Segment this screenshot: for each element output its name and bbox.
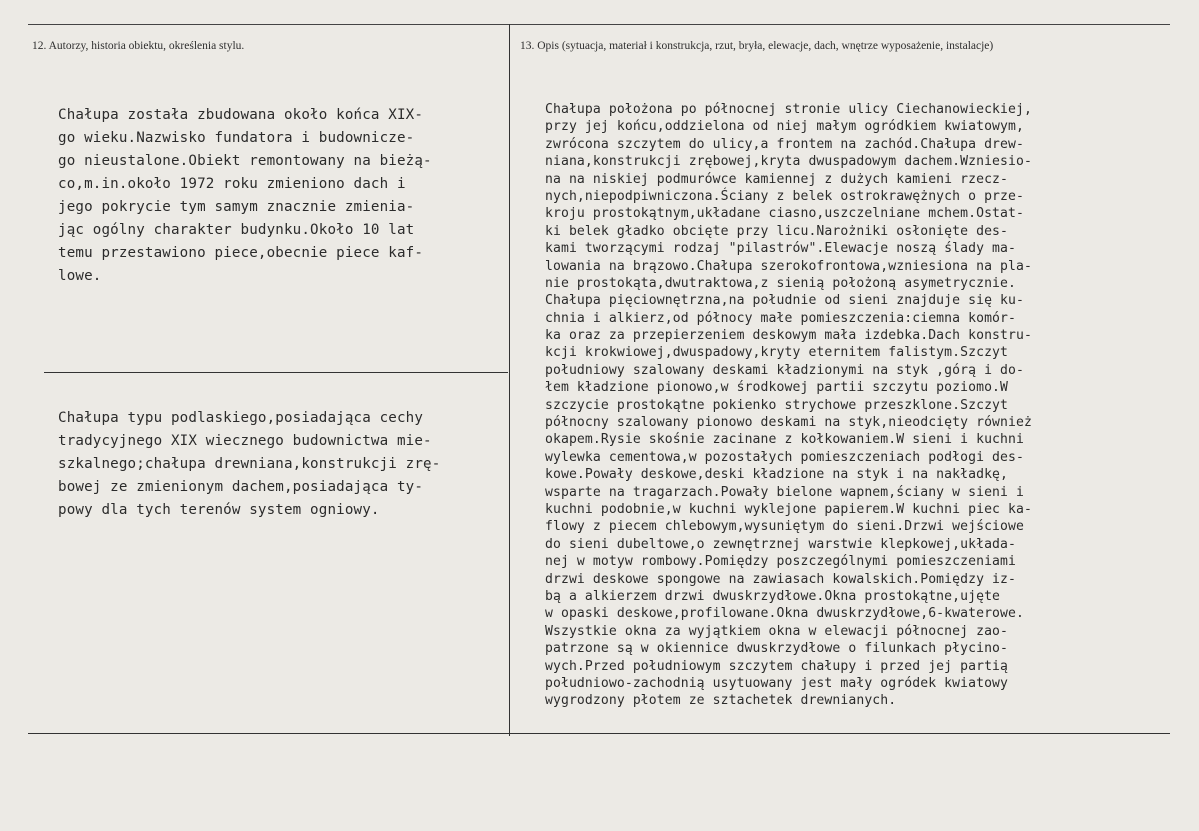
text-line: bą a alkierzem drzwi dwuskrzydłowe.Okna prostokątne,ujęte xyxy=(545,588,1001,604)
text-line: patrzone są w okiennice dwuskrzydłowe o filunkach płycino- xyxy=(545,641,1009,657)
text-line: kuchni podobnie,w kuchni wyklejone papierem.W kuchni piec ka- xyxy=(545,501,1032,517)
text-line: Chałupa typu podlaskiego,posiadająca cechy xyxy=(58,410,424,426)
bottom-border-line xyxy=(28,733,1170,734)
text-line: tradycyjnego XIX wiecznego budownictwa mie- xyxy=(58,433,432,449)
text-line: południowo-zachodnią usytuowany jest mały ogródek kwiatowy xyxy=(545,675,1009,691)
text-line: wsparte na tragarzach.Powały bielone wapnem,ściany w sieni i xyxy=(545,484,1024,500)
history-text xyxy=(58,104,432,288)
text-line: południowy szalowany deskami kładzionymi na styk ,górą i do- xyxy=(545,362,1024,378)
text-line: kroju prostokątnym,układane ciasno,uszczelniane mchem.Ostat- xyxy=(545,206,1024,222)
text-line: lowania na brązowo.Chałupa szerokofrontowa,wzniesiona na pla- xyxy=(545,258,1032,274)
text-line: powy dla tych terenów system ogniowy. xyxy=(58,502,380,518)
text-line: północny szalowany pionowo deskami na styk,nieodcięty również xyxy=(545,415,1032,431)
section-13-heading: 13. Opis (sytuacja, materiał i konstrukcja, rzut, bryła, elewacje, dach, wnętrze wyposażenie, instalacje) xyxy=(520,40,994,52)
text-line: niana,konstrukcji zrębowej,kryta dwuspadowym dachem.Wzniesio- xyxy=(545,154,1032,170)
text-line: lowe. xyxy=(58,268,102,284)
description-text xyxy=(545,101,1032,710)
text-line: wylewka cementowa,w pozostałych pomieszczeniach podłogi des- xyxy=(545,449,1024,465)
text-line: szkalnego;chałupa drewniana,konstrukcji zrę- xyxy=(58,456,441,472)
text-line: go wieku.Nazwisko fundatora i budowniczе- xyxy=(58,130,415,146)
text-line: na na niskiej podmurówce kamiennej z dużych kamieni rzecz- xyxy=(545,171,1009,187)
text-line: wych.Przed południowym szczytem chałupy i przed jej partią xyxy=(545,658,1009,674)
column-divider xyxy=(509,24,510,736)
text-line: szczycie prostokątne pokienko strychowe przeszklone.Szczyt xyxy=(545,397,1009,413)
text-line: nych,niepodpiwniczona.Ściany z belek ostrokrawężnych o prze- xyxy=(545,188,1024,204)
text-line: kcji krokwiowej,dwuspadowy,kryty eternitem falistym.Szczyt xyxy=(545,345,1009,361)
text-line: przy jej końcu,oddzielona od niej małym ogródkiem kwiatowym, xyxy=(545,119,1024,135)
text-line: do sieni dubeltowe,o zewnętrznej warstwie klepkowej,układa- xyxy=(545,536,1017,552)
text-line: nej w motyw rombowy.Pomiędzy poszczególnymi pomieszczeniami xyxy=(545,554,1017,570)
text-line: kowe.Powały deskowe,deski kładzione na styk i na nakładkę, xyxy=(545,467,1009,483)
text-line: bowej ze zmienionym dachem,posiadająca ty- xyxy=(58,479,424,495)
text-line: drzwi deskowe spongowe na zawiasach kowalskich.Pomiędzy iz- xyxy=(545,571,1017,587)
text-line: zwrócona szczytem do ulicy,a frontem na zachód.Chałupa drew- xyxy=(545,136,1024,152)
text-line: nie prostokąta,dwutraktowa,z sienią położoną asymetrycznie. xyxy=(545,275,1017,291)
text-line: Chałupa położona po północnej stronie ulicy Ciechanowieckiej, xyxy=(545,102,1032,117)
style-text xyxy=(58,407,440,522)
text-line: co,m.in.około 1972 roku zmieniono dach i xyxy=(58,176,406,192)
text-line: Chałupa pięciownętrzna,na południe od sieni znajduje się ku- xyxy=(545,293,1024,309)
left-section-divider xyxy=(44,372,508,373)
text-line: ki belek gładko obcięte przy licu.Narożniki osłonięte des- xyxy=(545,223,1009,239)
text-line: go nieustalone.Obiekt remontowany na bieżą- xyxy=(58,153,432,169)
text-line: kami tworzącymi rodzaj "pilastrów".Elewacje noszą ślady ma- xyxy=(545,241,1017,257)
text-line: wygrodzony płotem ze sztachetek drewnianych. xyxy=(545,693,897,709)
text-line: Chałupa została zbudowana około końca XIX- xyxy=(58,107,424,123)
text-line: w opaski deskowe,profilowane.Okna dwuskrzydłowe,6-kwaterowe. xyxy=(545,606,1024,622)
text-line: chnia i alkierz,od północy małe pomieszczenia:ciemna komór- xyxy=(545,310,1017,326)
text-line: flowy z piecem chlebowym,wysuniętym do sieni.Drzwi wejściowe xyxy=(545,519,1024,535)
text-line: okapem.Rysie skośnie zacinane z kołkowaniem.W sieni i kuchni xyxy=(545,432,1024,448)
text-line: temu przestawiono piece,obecnie piece kaf- xyxy=(58,245,424,261)
top-border-line xyxy=(28,24,1170,25)
text-line: jego pokrycie tym samym znacznie zmienia- xyxy=(58,199,415,215)
text-line: jąc ogólny charakter budynku.Około 10 lat xyxy=(58,222,415,238)
text-line: Wszystkie okna za wyjątkiem okna w elewacji północnej zao- xyxy=(545,623,1009,639)
text-line: ka oraz za przepierzeniem deskowym mała izdebka.Dach konstru- xyxy=(545,328,1032,344)
text-line: łem kładzione pionowo,w środkowej partii szczytu poziomo.W xyxy=(545,380,1009,396)
section-12-heading: 12. Autorzy, historia obiektu, określenia stylu. xyxy=(32,40,245,52)
